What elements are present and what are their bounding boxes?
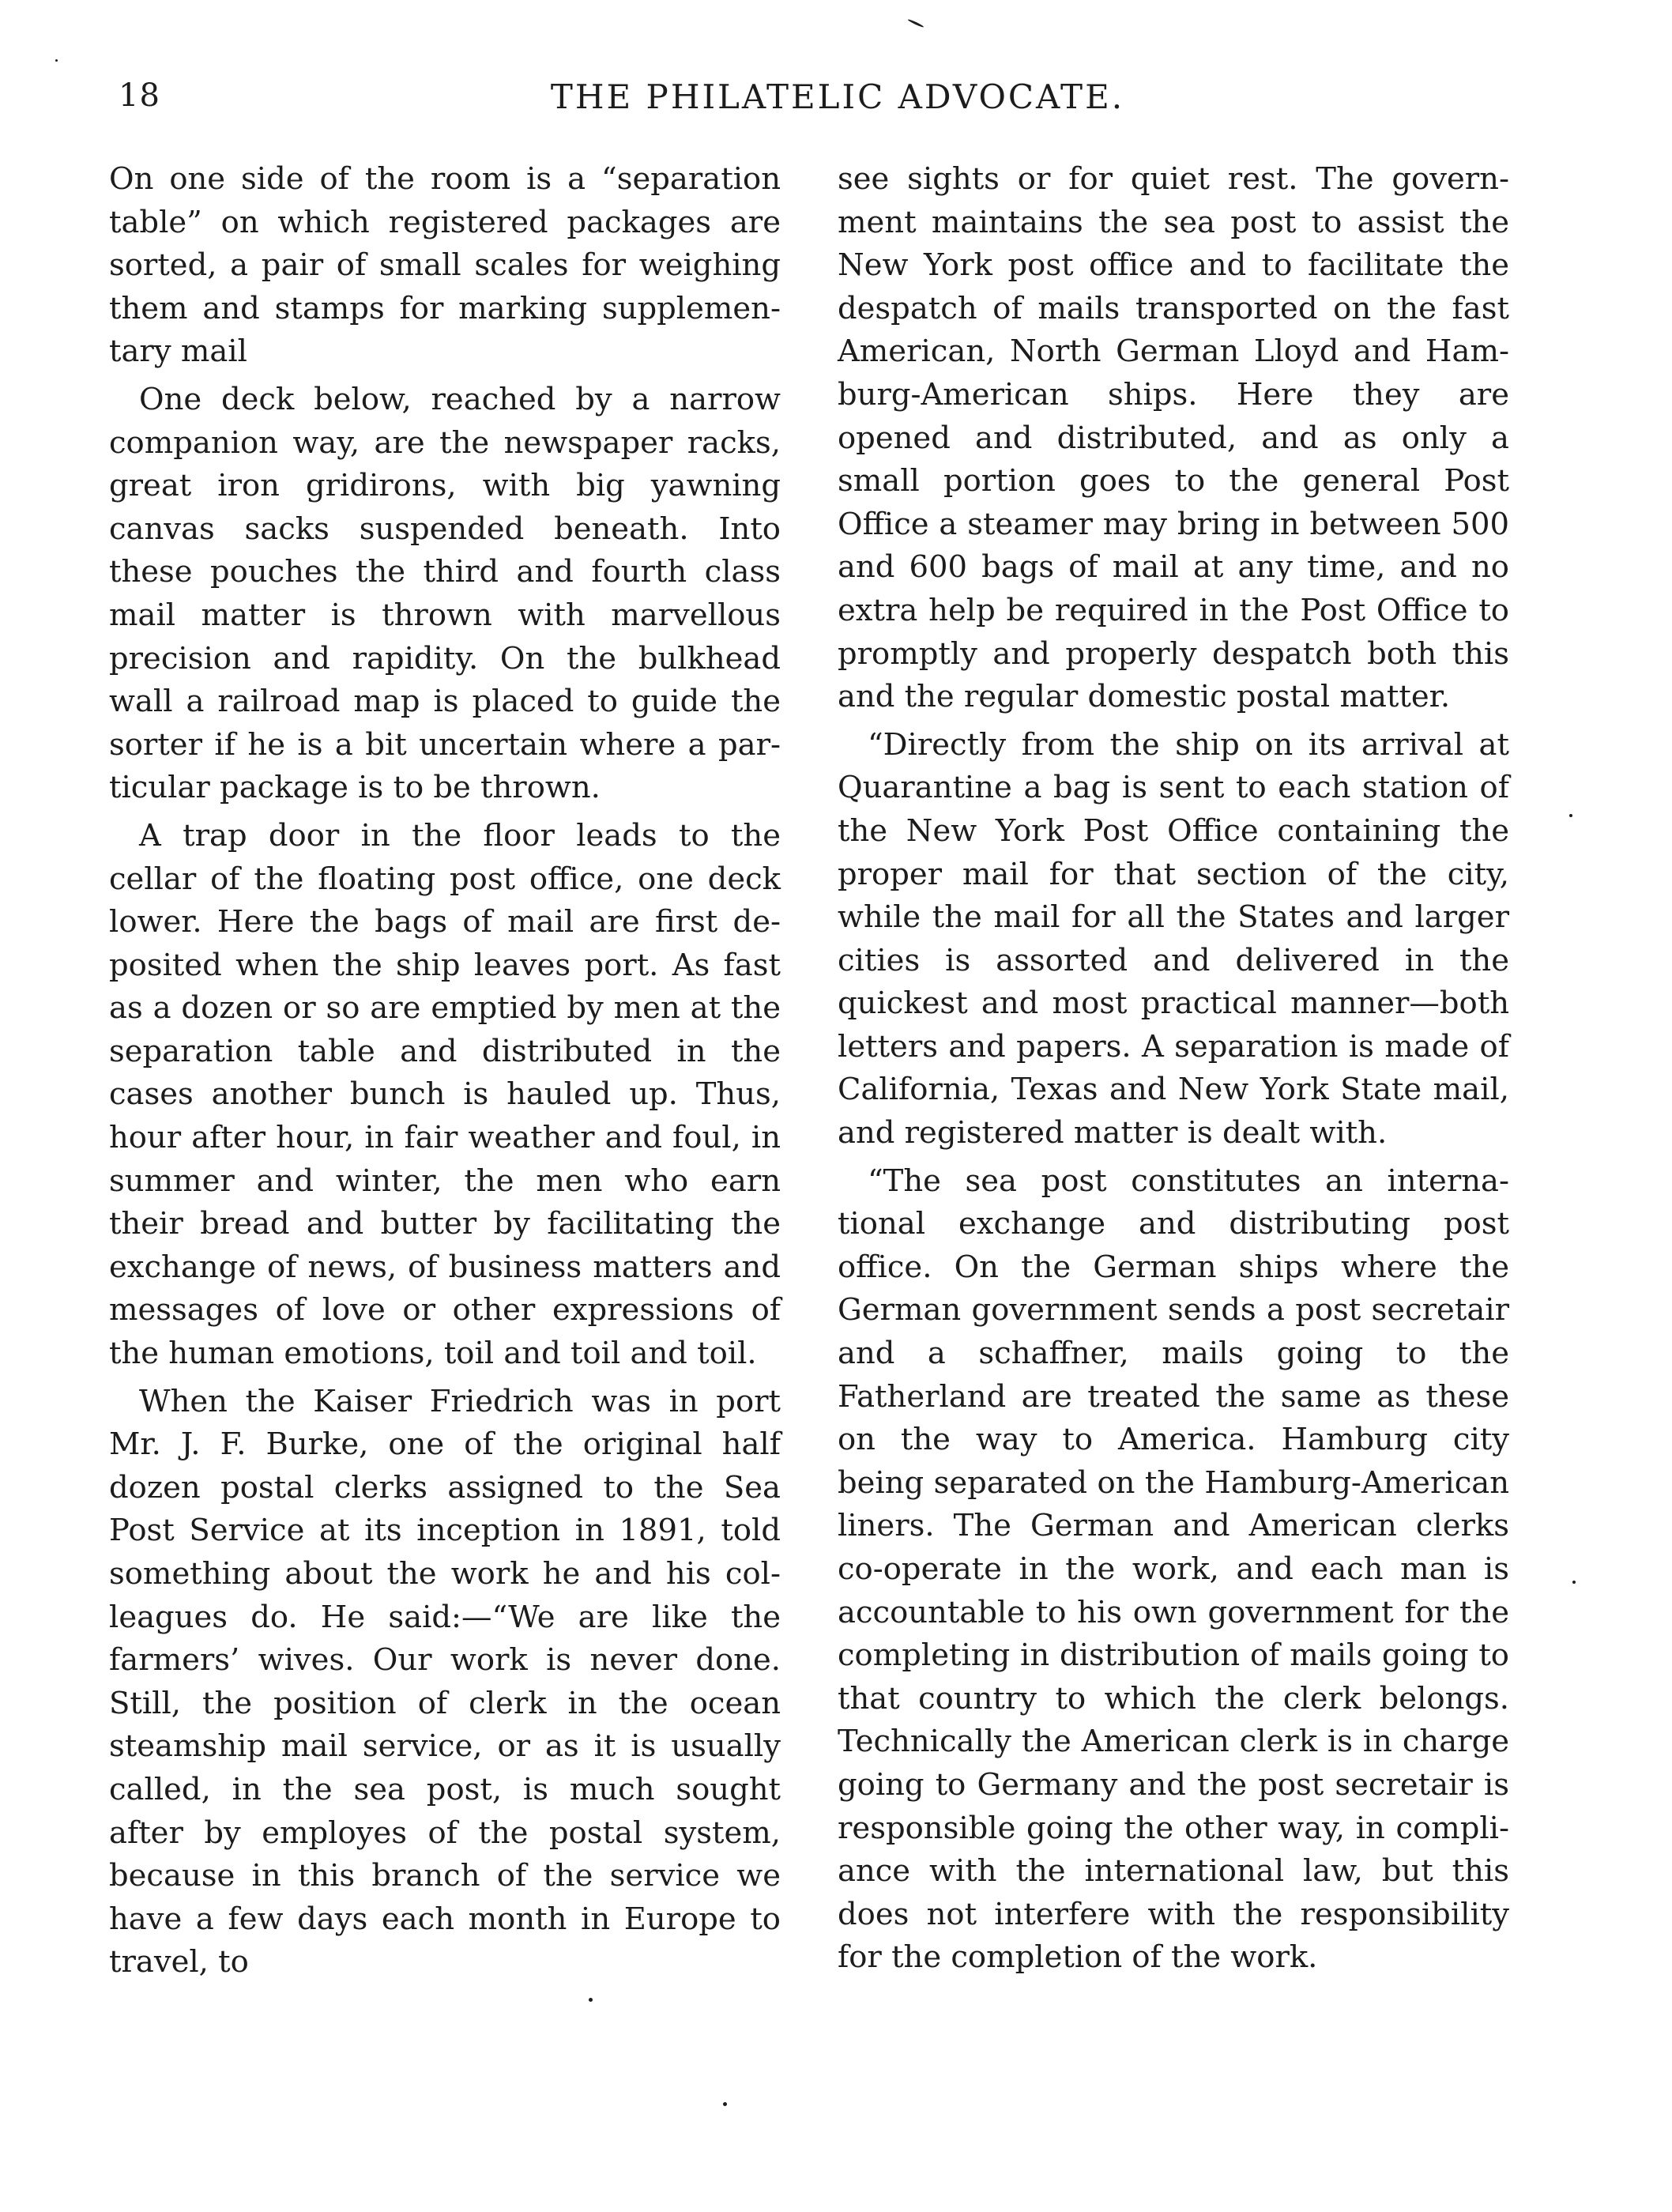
- page-number: 18: [119, 77, 160, 114]
- paragraph: “Directly from the ship on its arrival at Quarantine a bag is sent to each station of the New York Post Office containing the proper mail for that section of the city, while the mail for all the States and larger cities is assorted and delivered in the quickest and most practical manner—both letters and papers. A separation is made of California, Texas and New York State mail, and registered matter is dealt with.: [838, 726, 1509, 1151]
- print-speck: [1572, 1581, 1576, 1584]
- paragraph: see sights or for quiet rest. The government maintains the sea post to assist the New York post office and to facilitate the despatch of mails transported on the fast American, North German Lloyd and Hamburg-American ships. Here they are opened and distributed, and as only a small portion goes to the general Post Office a steamer may bring in between 500 and 600 bags of mail at any time, and no extra help be required in the Post Office to promptly and properly despatch both this and the regular domestic postal matter.: [838, 161, 1509, 715]
- running-title: THE PHILATELIC ADVOCATE.: [550, 77, 1125, 116]
- paragraph: A trap door in the floor leads to the cellar of the floating post office, one deck lower. Here the bags of mail are first deposited when the ship leaves port. As fast as a dozen or so are emptied by men at the separation table and distributed in the cases another bunch is hauled up. Thus, hour after hour, in fair weather and foul, in summer and winter, the men who earn their bread and butter by facilitating the exchange of news, of business matters and messages of love or other expressions of the human emotions, toil and toil and toil.: [109, 817, 781, 1372]
- print-speck: [55, 59, 58, 62]
- print-speck: [907, 18, 924, 28]
- left-column: [109, 158, 781, 1984]
- print-speck: [723, 2102, 727, 2106]
- paragraph: On one side of the room is a “separation table” on which registered packages are sorted, a pair of small scales for weighing them and stamps for marking supplementary mail: [109, 161, 781, 370]
- paragraph: One deck below, reached by a narrow companion way, are the newspaper racks, great iron gridirons, with big yawning canvas sacks suspended beneath. Into these pouches the third and fourth class mail matter is thrown with marvellous precision and rapidity. On the bulkhead wall a railroad map is placed to guide the sorter if he is a bit uncertain where a particular package is to be thrown.: [109, 381, 781, 806]
- paragraph: When the Kaiser Friedrich was in port Mr. J. F. Burke, one of the original half dozen postal clerks assigned to the Sea Post Service at its inception in 1891, told something about the work he and his colleagues do. He said:—“We are like the farmers’ wives. Our work is never done. Still, the position of clerk in the ocean steamship mail service, or as it is usually called, in the sea post, is much sought after by employes of the postal system, because in this branch of the service we have a few days each month in Europe to travel, to: [109, 1383, 781, 1980]
- paragraph: “The sea post constitutes an international exchange and distributing post office. On the German ships where the German government sends a post secretair and a schaffner, mails going to the Fatherland are treated the same as these on the way to America. Hamburg city being separated on the Hamburg-American liners. The German and American clerks co-operate in the work, and each man is accountable to his own government for the completing in distribution of mails going to that country to which the clerk belongs. Technically the American clerk is in charge going to Germany and the post secretair is responsible going the other way, in compliance with the international law, but this does not interfere with the responsibility for the completion of the work.: [838, 1163, 1509, 1976]
- print-speck: [1569, 814, 1572, 817]
- page-header: [119, 77, 1557, 133]
- right-column: [838, 158, 1509, 1980]
- print-speck: [589, 1998, 593, 2002]
